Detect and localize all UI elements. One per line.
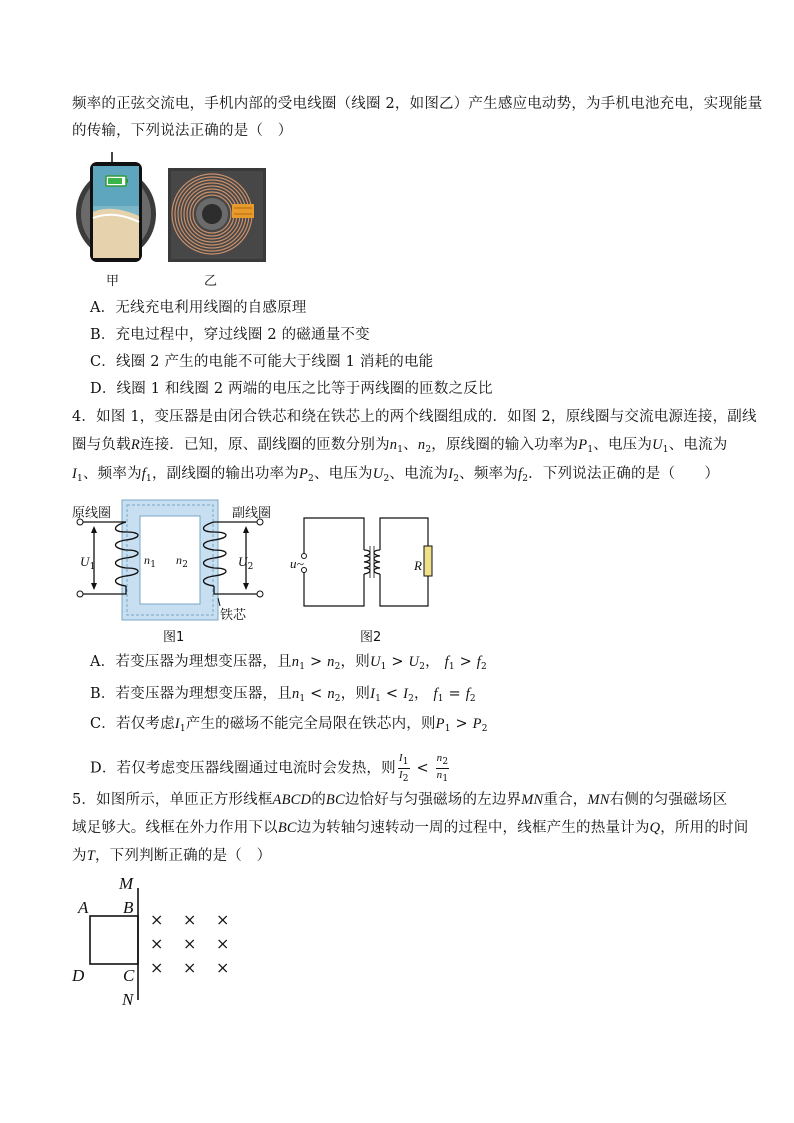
q4-line2: 圈与负载R连接．已知，原、副线圈的匝数分别为$n_1$、$n_2$，原线圈的输入功率为$P_1$、电压为$U_1$、电流为 (72, 437, 728, 455)
field-cross: × (183, 910, 197, 929)
load-resistor-label: R (414, 558, 423, 573)
field-cross: × (150, 934, 164, 953)
field-cross: × (150, 958, 164, 977)
secondary-coil-label: 副线圈 (232, 506, 272, 521)
field-cross: × (183, 958, 197, 977)
q4-option-b: B．若变压器为理想变压器，且$n_1 < n_2$，则$I_1 < I_2$， $f_1 = f_2$ (90, 686, 476, 704)
q3-option-d: D．线圈 1 和线圈 2 两端的电压之比等于两线圈的匝数之反比 (90, 381, 493, 397)
label-a: A (78, 898, 89, 917)
q4-option-d: D．若仅考虑变压器线圈通过电流时会发热，则 $\frac{I_1}{I_2}$ < $\frac{n_2}{n_1}$ (90, 752, 449, 784)
q5-line1: 5．如图所示，单匝正方形线框ABCD的BC边恰好与匀强磁场的左边界MN重合，MN右侧的匀强磁场区 (72, 792, 728, 808)
field-cross: × (216, 958, 230, 977)
label-d: D (72, 966, 85, 985)
q3-option-c: C．线圈 2 产生的电能不可能大于线圈 1 消耗的电能 (90, 354, 434, 370)
q4-line1: 4．如图 1，变压器是由闭合铁芯和绕在铁芯上的两个线圈组成的．如图 2，原线圈与交流电源连接，副线 (72, 409, 757, 425)
figure-label-yi: 乙 (204, 274, 218, 289)
q3-option-b: B．充电过程中，穿过线圈 2 的磁通量不变 (90, 327, 370, 343)
n1-label: $n_1$ (144, 553, 157, 570)
q3-line1: 频率的正弦交流电，手机内部的受电线圈（线圈 2，如图乙）产生感应电动势，为手机电池充电，实现能量 (72, 96, 763, 112)
figure-1-caption: 图1 (163, 630, 185, 645)
q3-line2: 的传输，下列说法正确的是（ ） (72, 123, 293, 139)
q4-option-a: A．若变压器为理想变压器，且$n_1 > n_2$，则$U_1 > U_2$， $f_1 > f_2$ (90, 654, 487, 672)
q4-option-c: C．若仅考虑$I_1$产生的磁场不能完全局限在铁芯内，则$P_1 > P_2$ (90, 716, 488, 734)
label-b: B (123, 898, 134, 917)
receiver-coil-photo (168, 168, 266, 262)
primary-coil-label: 原线圈 (72, 506, 112, 521)
q5-line3: 为T，下列判断正确的是（ ） (72, 848, 272, 864)
field-cross: × (216, 910, 230, 929)
label-m: M (119, 874, 134, 893)
label-n: N (122, 990, 134, 1009)
field-cross: × (183, 934, 197, 953)
label-c: C (123, 966, 135, 985)
u1-label: $U_1$ (80, 554, 96, 572)
n2-label: $n_2$ (176, 553, 189, 570)
figure-2-caption: 图2 (360, 630, 382, 645)
field-cross: × (150, 910, 164, 929)
figure-label-jia: 甲 (106, 274, 120, 289)
iron-core-label: 铁芯 (220, 608, 247, 623)
field-cross: × (216, 934, 230, 953)
ac-source-label: u~ (290, 556, 304, 571)
q3-option-a: A．无线充电利用线圈的自感原理 (90, 300, 307, 316)
q4-line3: $I_1$、频率为$f_1$，副线圈的输出功率为$P_2$、电压为$U_2$、电流为$I_2$、频率为$f_2$．下列说法正确的是（ ） (72, 466, 720, 484)
wireless-charger-photo (72, 152, 164, 264)
q5-line2: 域足够大。线框在外力作用下以BC边为转轴匀速转动一周的过程中，线框产生的热量计为Q，所用的时间 (72, 820, 749, 836)
u2-label: $U_2$ (238, 554, 254, 572)
